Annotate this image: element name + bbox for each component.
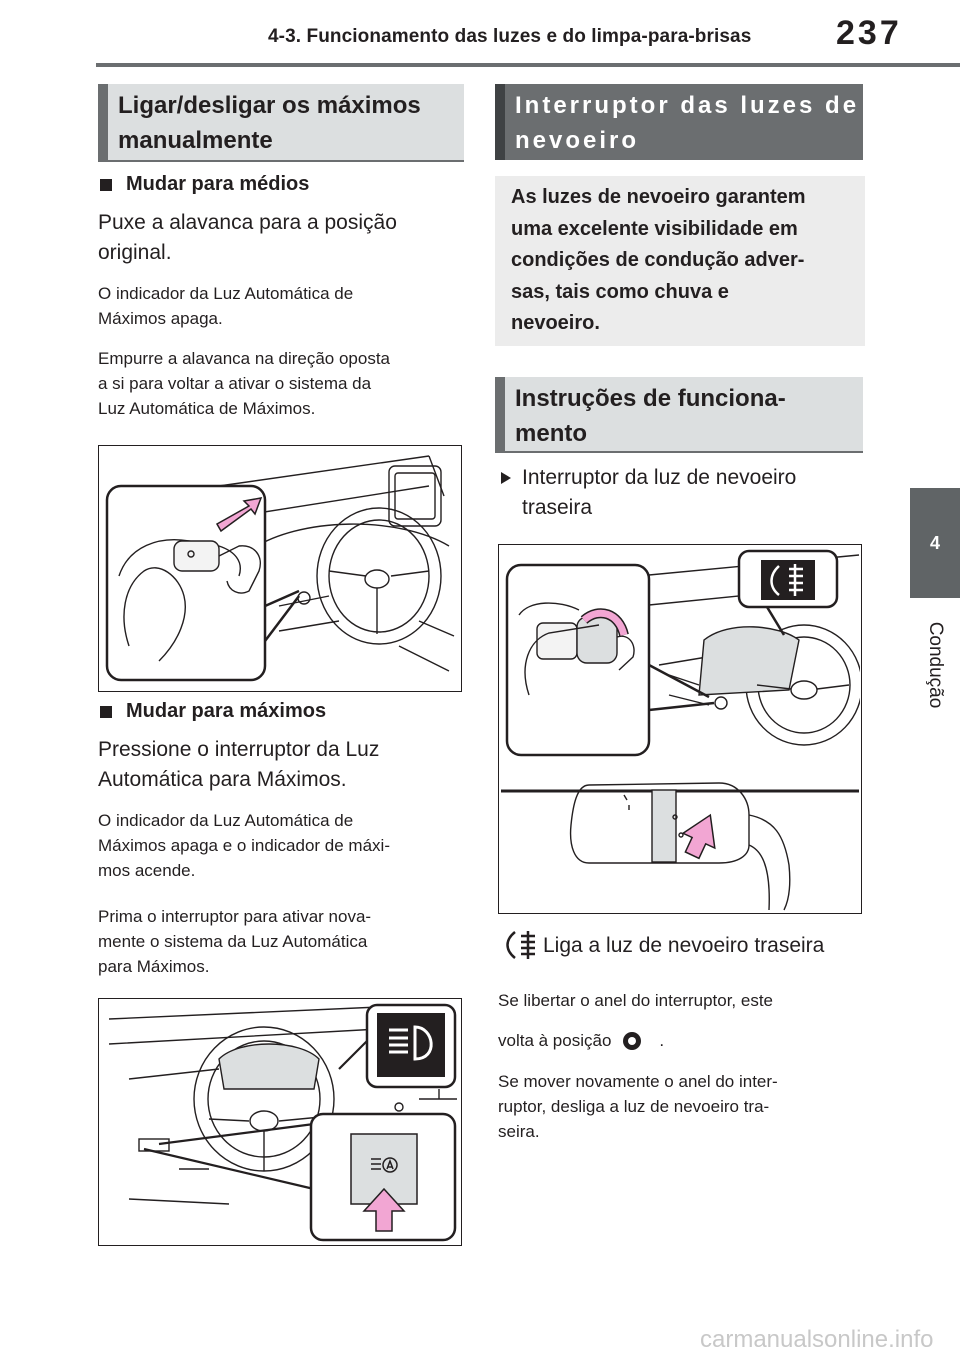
off-ring-icon: [621, 1030, 643, 1052]
text-line: Máximos apaga.: [98, 309, 223, 328]
rear-fog-lamp-icon: [503, 928, 537, 962]
section-title-line: Instruções de funciona-: [515, 385, 786, 412]
text-line: uma excelente visibilidade em: [511, 217, 798, 240]
text-line: Se mover novamente o anel do inter-: [498, 1072, 778, 1091]
text-line: mos acende.: [98, 861, 196, 880]
text-line: Interruptor da luz de nevoeiro: [522, 466, 797, 489]
chapter-tab: [910, 488, 960, 598]
text-line: original.: [98, 241, 172, 264]
note-indicator-off: [98, 281, 353, 331]
chapter-label-container: [905, 610, 960, 720]
section-title-box-fog-lights: [495, 84, 863, 160]
section-title-line: Ligar/desligar os máximos: [118, 92, 421, 119]
triangle-bullet-icon: [500, 471, 512, 485]
illustration-rear-fog-switch: [498, 544, 862, 914]
text-line: As luzes de nevoeiro garantem: [511, 186, 806, 208]
text-line: Automática para Máximos.: [98, 768, 347, 791]
text-line: Puxe a alavanca para a posição: [98, 211, 397, 234]
illustration-lever-pull: [98, 445, 462, 692]
section-title-box-manual-high-beam: [98, 84, 464, 162]
subheading-low-beam: [100, 173, 309, 196]
note-reactivate-auto: [98, 904, 371, 979]
subheading-text: Mudar para médios: [126, 173, 310, 195]
text-line: Luz Automática de Máximos.: [98, 399, 316, 418]
high-beam-icon: [377, 1013, 445, 1077]
text-line: mente o sistema da Luz Automática: [98, 932, 368, 951]
section-title-line: Interruptor das luzes de: [515, 92, 860, 119]
chapter-header-title: 4-3. Funcionamento das luzes e do limpa-para-brisas: [268, 26, 752, 47]
bullet-rear-fog-switch: [500, 463, 796, 523]
instruction-high-beam: [98, 735, 379, 795]
legend-rear-fog-on: Liga a luz de nevoeiro traseira: [543, 934, 825, 957]
text-line: seira.: [498, 1122, 540, 1141]
header-rule: [96, 63, 960, 67]
text-line: a si para voltar a ativar o sistema da: [98, 374, 372, 393]
instruction-low-beam: [98, 208, 397, 268]
square-bullet-icon: [100, 706, 112, 718]
note-ring-move-again: [498, 1069, 778, 1144]
watermark: carmanualsonline.info: [700, 1326, 934, 1353]
note-indicator-switch: [98, 808, 390, 883]
text-line: Prima o interruptor para ativar nova-: [98, 907, 372, 926]
text-line: Empurre a alavanca na direção oposta: [98, 349, 391, 368]
section-title-box-instructions: [495, 377, 863, 453]
square-bullet-icon: [100, 179, 112, 191]
intro-box: [495, 176, 865, 346]
text-line: para Máximos.: [98, 957, 210, 976]
note-ring-release: [498, 981, 773, 1061]
section-title-line: nevoeiro: [515, 127, 640, 154]
subheading-high-beam: [100, 700, 326, 723]
text-line: nevoeiro.: [511, 312, 600, 334]
text-line: traseira: [522, 496, 593, 519]
note-reactivate: [98, 346, 390, 421]
page-number: 237: [836, 14, 902, 52]
section-title-line: manualmente: [118, 127, 273, 154]
text-line: sas, tais como chuva e: [511, 280, 729, 303]
subheading-text: Mudar para máximos: [126, 700, 327, 722]
text-line: condições de condução adver-: [511, 249, 805, 271]
text-line: Pressione o interruptor da Luz: [98, 738, 380, 761]
chapter-label: Condução: [925, 621, 946, 709]
illustration-auto-high-beam-switch: [98, 998, 462, 1246]
section-title-line: mento: [515, 420, 587, 447]
rear-fog-lamp-icon: [761, 560, 815, 600]
text-line: volta à posição: [498, 1031, 612, 1050]
text-line: .: [659, 1031, 665, 1050]
text-line: Máximos apaga e o indicador de máxi-: [98, 836, 390, 855]
chapter-number: 4: [929, 532, 940, 553]
text-line: O indicador da Luz Automática de: [98, 811, 354, 830]
text-line: ruptor, desliga a luz de nevoeiro tra-: [498, 1097, 770, 1116]
text-line: O indicador da Luz Automática de: [98, 284, 354, 303]
text-line: Se libertar o anel do interruptor, este: [498, 991, 773, 1010]
